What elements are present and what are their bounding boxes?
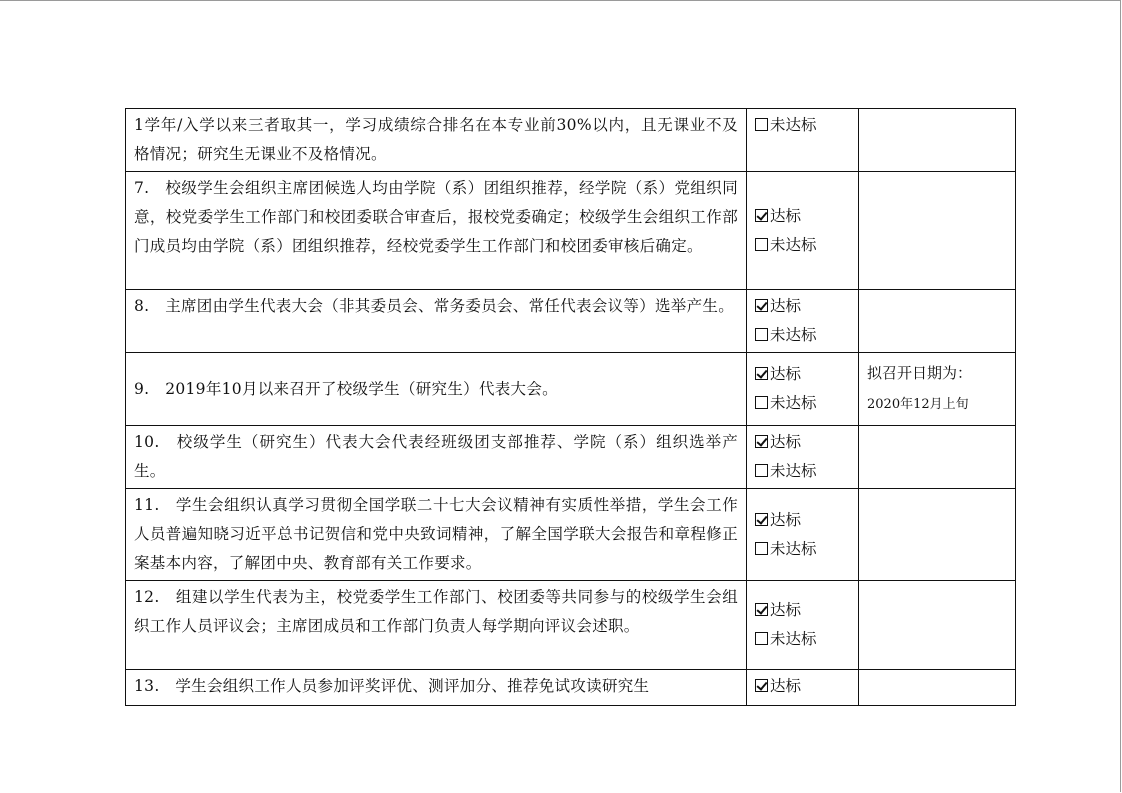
checkbox-option[interactable] bbox=[755, 535, 850, 564]
table-row bbox=[126, 426, 1016, 489]
note-cell bbox=[859, 426, 1016, 489]
table-row bbox=[126, 670, 1016, 706]
table-row bbox=[126, 290, 1016, 353]
checkbox-option[interactable] bbox=[755, 672, 850, 701]
option-label: 未达标 bbox=[770, 116, 817, 134]
note-cell bbox=[859, 172, 1016, 290]
criterion-cell: 13. 学生会组织工作人员参加评奖评优、测评加分、推荐免试攻读研究生 bbox=[126, 670, 747, 706]
checkbox-option[interactable] bbox=[755, 292, 850, 321]
checkbox-option[interactable] bbox=[755, 360, 850, 389]
checkbox-empty-icon bbox=[755, 542, 768, 555]
criterion-cell: 10. 校级学生（研究生）代表大会代表经班级团支部推荐、学院（系）组织选举产生。 bbox=[126, 426, 747, 489]
criterion-cell: 7. 校级学生会组织主席团候选人均由学院（系）团组织推荐，经学院（系）党组织同意，校党委学生工作部门和校团委联合审查后，报校党委确定；校级学生会组织工作部门成员均由学院（系）团组织推荐，经校党委学生工作部门和校团委审核后确定。 bbox=[126, 172, 747, 290]
checkbox-empty-icon bbox=[755, 396, 768, 409]
status-cell bbox=[747, 670, 859, 706]
note-cell bbox=[859, 670, 1016, 706]
table-row bbox=[126, 353, 1016, 426]
checkbox-option[interactable] bbox=[755, 596, 850, 625]
evaluation-checklist-table bbox=[125, 108, 1016, 706]
checkbox-checked-icon bbox=[755, 603, 768, 616]
checkbox-empty-icon bbox=[755, 464, 768, 477]
checkbox-checked-icon bbox=[755, 367, 768, 380]
checkbox-checked-icon bbox=[755, 209, 768, 222]
checkbox-checked-icon bbox=[755, 435, 768, 448]
option-label: 达标 bbox=[770, 433, 802, 451]
status-cell bbox=[747, 353, 859, 426]
checkbox-checked-icon bbox=[755, 513, 768, 526]
status-cell bbox=[747, 581, 859, 670]
table-row bbox=[126, 109, 1016, 172]
option-label: 未达标 bbox=[770, 394, 817, 412]
planned-date-label: 拟召开日期为： bbox=[867, 364, 973, 382]
checkbox-option[interactable] bbox=[755, 321, 850, 350]
criterion-cell: 9. 2019年10月以来召开了校级学生（研究生）代表大会。 bbox=[126, 353, 747, 426]
criterion-cell: 1学年/入学以来三者取其一，学习成绩综合排名在本专业前30%以内，且无课业不及格情况；研究生无课业不及格情况。 bbox=[126, 109, 747, 172]
table-row bbox=[126, 172, 1016, 290]
option-label: 未达标 bbox=[770, 326, 817, 344]
checkbox-empty-icon bbox=[755, 632, 768, 645]
checkbox-checked-icon bbox=[755, 679, 768, 692]
option-label: 达标 bbox=[770, 601, 802, 619]
option-label: 达标 bbox=[770, 677, 802, 695]
checkbox-option[interactable] bbox=[755, 231, 850, 260]
option-label: 未达标 bbox=[770, 630, 817, 648]
option-label: 未达标 bbox=[770, 462, 817, 480]
status-cell bbox=[747, 426, 859, 489]
checkbox-empty-icon bbox=[755, 118, 768, 131]
checkbox-empty-icon bbox=[755, 328, 768, 341]
option-label: 达标 bbox=[770, 206, 802, 225]
option-label: 达标 bbox=[770, 297, 802, 315]
checkbox-option[interactable] bbox=[755, 625, 850, 654]
checkbox-option[interactable] bbox=[755, 389, 850, 418]
planned-date-value: 2020年12月上旬 bbox=[867, 397, 969, 412]
option-label: 达标 bbox=[770, 510, 802, 529]
status-cell bbox=[747, 172, 859, 290]
status-cell bbox=[747, 109, 859, 172]
option-label: 未达标 bbox=[770, 539, 817, 558]
option-label: 达标 bbox=[770, 365, 802, 383]
checkbox-option[interactable] bbox=[755, 202, 850, 231]
option-label: 未达标 bbox=[770, 235, 817, 254]
table-row bbox=[126, 489, 1016, 581]
checkbox-empty-icon bbox=[755, 238, 768, 251]
checkbox-option[interactable] bbox=[755, 457, 850, 486]
checkbox-checked-icon bbox=[755, 299, 768, 312]
note-cell bbox=[859, 581, 1016, 670]
checkbox-option[interactable] bbox=[755, 428, 850, 457]
criterion-cell: 11. 学生会组织认真学习贯彻全国学联二十七大会议精神有实质性举措，学生会工作人员普遍知晓习近平总书记贺信和党中央致词精神，了解全国学联大会报告和章程修正案基本内容，了解团中央、教育部有关工作要求。 bbox=[126, 489, 747, 581]
note-cell bbox=[859, 489, 1016, 581]
checkbox-option[interactable] bbox=[755, 111, 850, 140]
note-cell bbox=[859, 353, 1016, 426]
note-cell bbox=[859, 290, 1016, 353]
status-cell bbox=[747, 489, 859, 581]
table-row bbox=[126, 581, 1016, 670]
criterion-cell: 12. 组建以学生代表为主，校党委学生工作部门、校团委等共同参与的校级学生会组织工作人员评议会；主席团成员和工作部门负责人每学期向评议会述职。 bbox=[126, 581, 747, 670]
status-cell bbox=[747, 290, 859, 353]
note-cell bbox=[859, 109, 1016, 172]
criterion-cell: 8. 主席团由学生代表大会（非其委员会、常务委员会、常任代表会议等）选举产生。 bbox=[126, 290, 747, 353]
checkbox-option[interactable] bbox=[755, 506, 850, 535]
